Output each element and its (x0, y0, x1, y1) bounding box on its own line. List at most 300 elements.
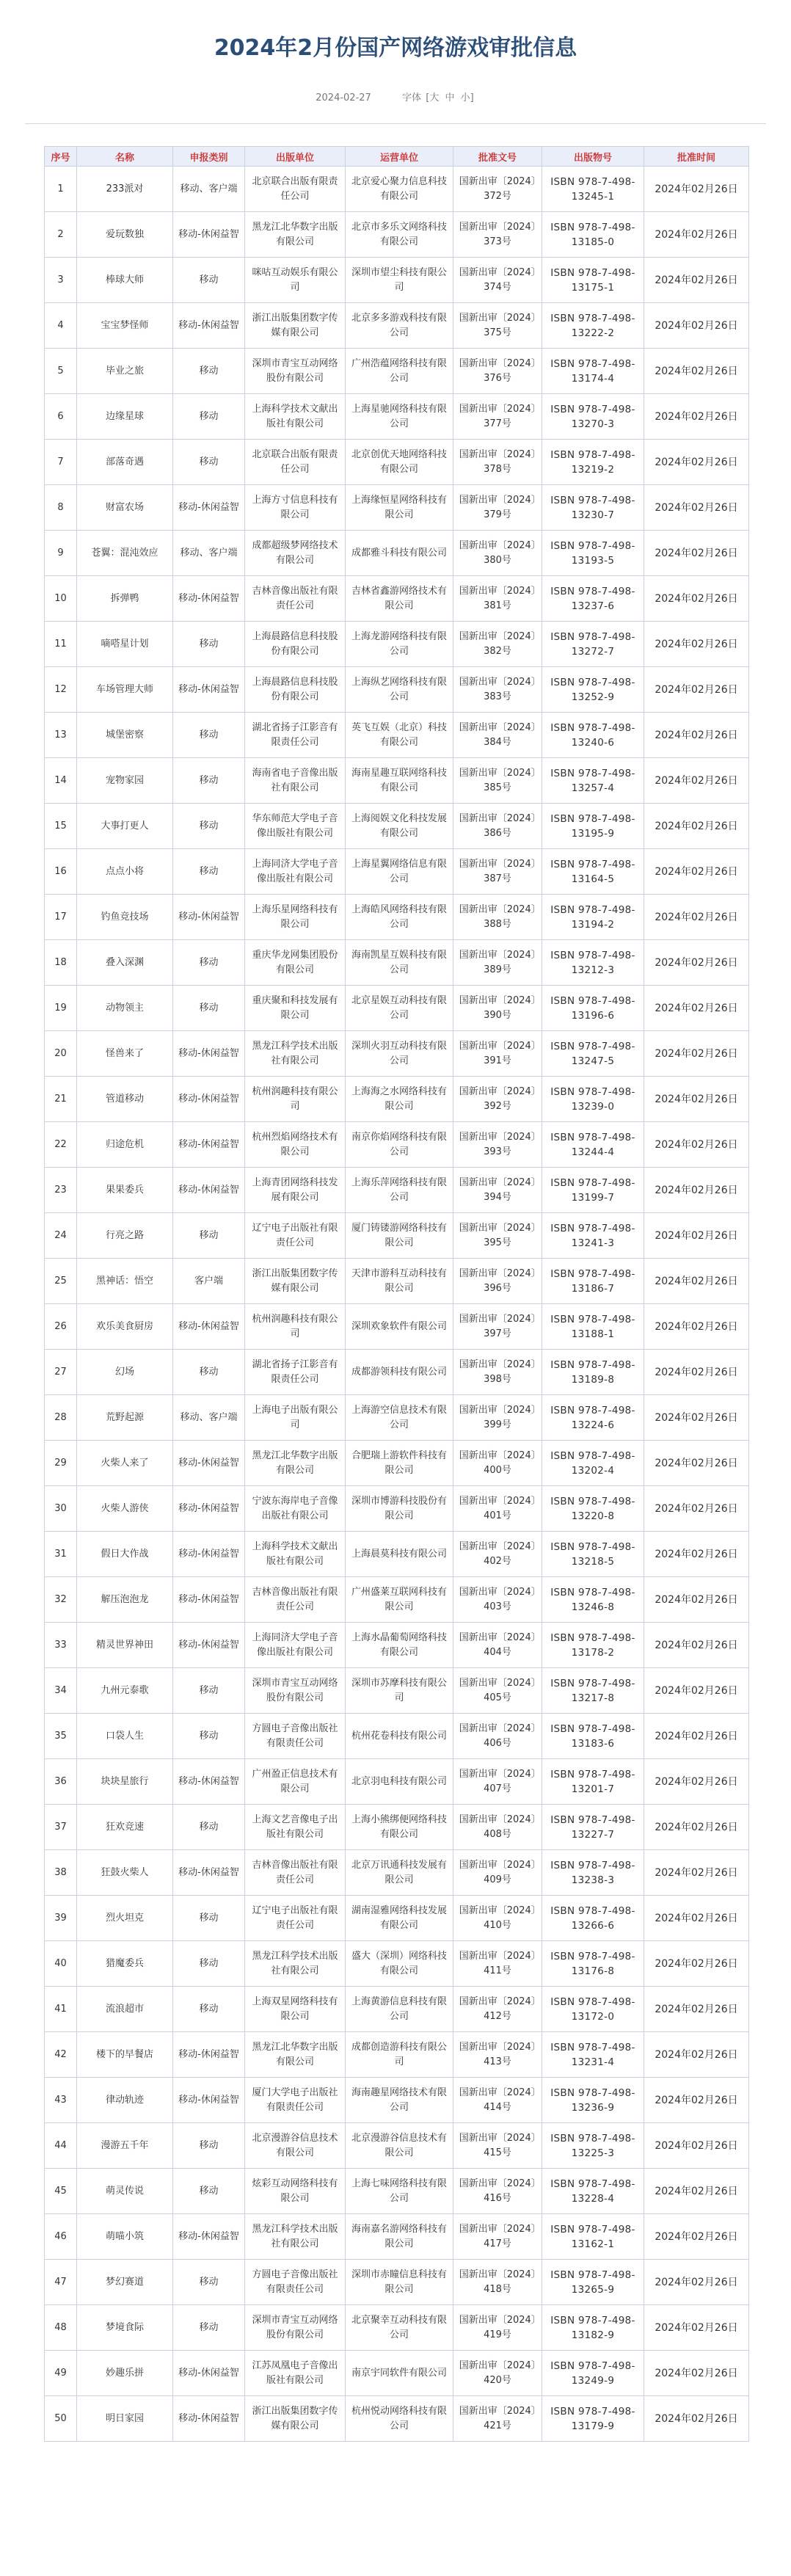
cell-approval-no: 国新出审〔2024〕373号 (453, 212, 542, 258)
cell-index: 19 (45, 986, 77, 1031)
cell-approval-date: 2024年02月26日 (644, 394, 749, 440)
cell-isbn: ISBN 978-7-498-13162-1 (542, 2214, 644, 2260)
cell-approval-no: 国新出审〔2024〕372号 (453, 167, 542, 212)
cell-category: 移动 (173, 1805, 245, 1850)
cell-operator: 上海纵艺网络科技有限公司 (346, 667, 453, 713)
cell-index: 50 (45, 2396, 77, 2442)
cell-approval-no: 国新出审〔2024〕406号 (453, 1714, 542, 1759)
table-row (45, 1395, 749, 1441)
cell-index: 29 (45, 1441, 77, 1486)
header-approval-no: 批准文号 (453, 147, 542, 167)
cell-index: 1 (45, 167, 77, 212)
cell-operator: 北京漫游谷信息技术有限公司 (346, 2123, 453, 2169)
cell-isbn: ISBN 978-7-498-13193-5 (542, 531, 644, 576)
cell-isbn: ISBN 978-7-498-13237-6 (542, 576, 644, 622)
cell-publisher: 吉林音像出版社有限责任公司 (245, 1850, 346, 1896)
table-row (45, 258, 749, 303)
cell-operator: 深圳市博游科技股份有限公司 (346, 1486, 453, 1532)
cell-approval-no: 国新出审〔2024〕396号 (453, 1259, 542, 1304)
cell-category: 移动 (173, 1668, 245, 1714)
cell-approval-date: 2024年02月26日 (644, 2260, 749, 2305)
cell-index: 23 (45, 1168, 77, 1213)
cell-category: 移动 (173, 2305, 245, 2351)
cell-publisher: 上海青团网络科技发展有限公司 (245, 1168, 346, 1213)
cell-approval-date: 2024年02月26日 (644, 1031, 749, 1077)
cell-index: 22 (45, 1122, 77, 1168)
cell-category: 客户端 (173, 1259, 245, 1304)
cell-approval-date: 2024年02月26日 (644, 667, 749, 713)
cell-index: 37 (45, 1805, 77, 1850)
cell-publisher: 深圳市青宝互动网络股份有限公司 (245, 2305, 346, 2351)
cell-approval-no: 国新出审〔2024〕401号 (453, 1486, 542, 1532)
cell-approval-no: 国新出审〔2024〕383号 (453, 667, 542, 713)
table-row (45, 1168, 749, 1213)
table-row (45, 804, 749, 849)
cell-publisher: 黑龙江北华数字出版有限公司 (245, 2032, 346, 2078)
cell-operator: 吉林省鑫游网络技术有限公司 (346, 576, 453, 622)
cell-category: 移动-休闲益智 (173, 2396, 245, 2442)
cell-name: 部落奇遇 (77, 440, 173, 485)
table-row (45, 1987, 749, 2032)
table-row (45, 2123, 749, 2169)
cell-approval-date: 2024年02月26日 (644, 485, 749, 531)
cell-publisher: 辽宁电子出版社有限责任公司 (245, 1213, 346, 1259)
cell-operator: 盛大（深圳）网络科技有限公司 (346, 1941, 453, 1987)
cell-approval-no: 国新出审〔2024〕379号 (453, 485, 542, 531)
cell-isbn: ISBN 978-7-498-13252-9 (542, 667, 644, 713)
cell-approval-date: 2024年02月26日 (644, 2351, 749, 2396)
cell-publisher: 吉林音像出版社有限责任公司 (245, 576, 346, 622)
cell-index: 8 (45, 485, 77, 531)
cell-isbn: ISBN 978-7-498-13176-8 (542, 1941, 644, 1987)
table-row (45, 349, 749, 394)
cell-operator: 上海乐萍网络科技有限公司 (346, 1168, 453, 1213)
cell-name: 黑神话：悟空 (77, 1259, 173, 1304)
cell-operator: 湖南湿雅网络科技发展有限公司 (346, 1896, 453, 1941)
cell-index: 30 (45, 1486, 77, 1532)
table-row (45, 1441, 749, 1486)
cell-index: 18 (45, 940, 77, 986)
cell-approval-date: 2024年02月26日 (644, 2214, 749, 2260)
cell-approval-no: 国新出审〔2024〕420号 (453, 2351, 542, 2396)
cell-approval-no: 国新出审〔2024〕389号 (453, 940, 542, 986)
table-row (45, 212, 749, 258)
cell-approval-date: 2024年02月26日 (644, 167, 749, 212)
header-category: 申报类别 (173, 147, 245, 167)
cell-category: 移动-休闲益智 (173, 2351, 245, 2396)
cell-isbn: ISBN 978-7-498-13219-2 (542, 440, 644, 485)
cell-approval-date: 2024年02月26日 (644, 622, 749, 667)
cell-category: 移动-休闲益智 (173, 1077, 245, 1122)
cell-name: 叠入深渊 (77, 940, 173, 986)
cell-isbn: ISBN 978-7-498-13189-8 (542, 1350, 644, 1395)
cell-approval-date: 2024年02月26日 (644, 1259, 749, 1304)
cell-operator: 南京你焰网络科技有限公司 (346, 1122, 453, 1168)
cell-name: 九州元泰歌 (77, 1668, 173, 1714)
table-row (45, 1213, 749, 1259)
cell-approval-date: 2024年02月26日 (644, 440, 749, 485)
cell-isbn: ISBN 978-7-498-13186-7 (542, 1259, 644, 1304)
table-row (45, 1532, 749, 1577)
cell-name: 宝宝梦怪师 (77, 303, 173, 349)
cell-category: 移动-休闲益智 (173, 576, 245, 622)
cell-approval-date: 2024年02月26日 (644, 1350, 749, 1395)
cell-index: 39 (45, 1896, 77, 1941)
cell-name: 果果委兵 (77, 1168, 173, 1213)
header-operator: 运营单位 (346, 147, 453, 167)
cell-approval-no: 国新出审〔2024〕409号 (453, 1850, 542, 1896)
table-row (45, 1668, 749, 1714)
cell-publisher: 上海同济大学电子音像出版社有限公司 (245, 849, 346, 895)
cell-approval-date: 2024年02月26日 (644, 1395, 749, 1441)
table-row (45, 2078, 749, 2123)
cell-category: 移动 (173, 849, 245, 895)
cell-approval-date: 2024年02月26日 (644, 576, 749, 622)
cell-isbn: ISBN 978-7-498-13241-3 (542, 1213, 644, 1259)
cell-approval-date: 2024年02月26日 (644, 531, 749, 576)
table-row (45, 2260, 749, 2305)
cell-operator: 海南凯星互娱科技有限公司 (346, 940, 453, 986)
cell-operator: 深圳欢象软件有限公司 (346, 1304, 453, 1350)
cell-index: 35 (45, 1714, 77, 1759)
cell-category: 移动 (173, 713, 245, 758)
cell-index: 41 (45, 1987, 77, 2032)
cell-approval-date: 2024年02月26日 (644, 1213, 749, 1259)
cell-publisher: 黑龙江北华数字出版有限公司 (245, 1441, 346, 1486)
cell-isbn: ISBN 978-7-498-13201-7 (542, 1759, 644, 1805)
table-row (45, 440, 749, 485)
cell-category: 移动-休闲益智 (173, 2032, 245, 2078)
cell-approval-no: 国新出审〔2024〕395号 (453, 1213, 542, 1259)
cell-isbn: ISBN 978-7-498-13230-7 (542, 485, 644, 531)
cell-operator: 成都创造游科技有限公司 (346, 2032, 453, 2078)
cell-operator: 北京万讯通科技发展有限公司 (346, 1850, 453, 1896)
cell-publisher: 方圆电子音像出版社有限责任公司 (245, 2260, 346, 2305)
cell-operator: 深圳市赤瞳信息科技有限公司 (346, 2260, 453, 2305)
cell-isbn: ISBN 978-7-498-13222-2 (542, 303, 644, 349)
cell-category: 移动-休闲益智 (173, 1532, 245, 1577)
cell-category: 移动 (173, 2123, 245, 2169)
cell-operator: 上海龙游网络科技有限公司 (346, 622, 453, 667)
cell-category: 移动-休闲益智 (173, 2078, 245, 2123)
cell-operator: 深圳市苏摩科技有限公司 (346, 1668, 453, 1714)
cell-approval-date: 2024年02月26日 (644, 2396, 749, 2442)
cell-isbn: ISBN 978-7-498-13164-5 (542, 849, 644, 895)
cell-approval-date: 2024年02月26日 (644, 2169, 749, 2214)
cell-approval-date: 2024年02月26日 (644, 258, 749, 303)
cell-publisher: 海南省电子音像出版社有限公司 (245, 758, 346, 804)
cell-approval-no: 国新出审〔2024〕404号 (453, 1623, 542, 1668)
table-row (45, 2214, 749, 2260)
cell-category: 移动 (173, 1213, 245, 1259)
cell-isbn: ISBN 978-7-498-13244-4 (542, 1122, 644, 1168)
table-row (45, 1623, 749, 1668)
cell-category: 移动-休闲益智 (173, 1122, 245, 1168)
cell-name: 明日家园 (77, 2396, 173, 2442)
cell-index: 44 (45, 2123, 77, 2169)
cell-index: 15 (45, 804, 77, 849)
header-publisher: 出版单位 (245, 147, 346, 167)
cell-approval-date: 2024年02月26日 (644, 1441, 749, 1486)
cell-name: 边缘星球 (77, 394, 173, 440)
cell-publisher: 北京联合出版有限责任公司 (245, 167, 346, 212)
cell-approval-no: 国新出审〔2024〕416号 (453, 2169, 542, 2214)
cell-publisher: 江苏凤凰电子音像出版社有限公司 (245, 2351, 346, 2396)
cell-publisher: 湖北省扬子江影音有限责任公司 (245, 1350, 346, 1395)
cell-publisher: 湖北省扬子江影音有限责任公司 (245, 713, 346, 758)
cell-approval-no: 国新出审〔2024〕399号 (453, 1395, 542, 1441)
cell-approval-no: 国新出审〔2024〕415号 (453, 2123, 542, 2169)
table-row (45, 1304, 749, 1350)
cell-approval-date: 2024年02月26日 (644, 2123, 749, 2169)
font-size-medium-button[interactable]: 中 (445, 92, 455, 103)
cell-operator: 北京爱心聚力信息科技有限公司 (346, 167, 453, 212)
cell-isbn: ISBN 978-7-498-13246-8 (542, 1577, 644, 1623)
cell-operator: 杭州悦动网络科技有限公司 (346, 2396, 453, 2442)
cell-isbn: ISBN 978-7-498-13265-9 (542, 2260, 644, 2305)
cell-approval-date: 2024年02月26日 (644, 349, 749, 394)
cell-category: 移动 (173, 2169, 245, 2214)
table-row (45, 1896, 749, 1941)
cell-index: 14 (45, 758, 77, 804)
table-row (45, 531, 749, 576)
cell-index: 6 (45, 394, 77, 440)
cell-isbn: ISBN 978-7-498-13247-5 (542, 1031, 644, 1077)
cell-index: 34 (45, 1668, 77, 1714)
cell-operator: 合肥瑞上游软件科技有限公司 (346, 1441, 453, 1486)
cell-approval-date: 2024年02月26日 (644, 1577, 749, 1623)
cell-approval-no: 国新出审〔2024〕414号 (453, 2078, 542, 2123)
table-row (45, 895, 749, 940)
table-row (45, 2351, 749, 2396)
cell-approval-date: 2024年02月26日 (644, 1850, 749, 1896)
cell-name: 拆弹鸭 (77, 576, 173, 622)
cell-name: 怪兽来了 (77, 1031, 173, 1077)
cell-isbn: ISBN 978-7-498-13239-0 (542, 1077, 644, 1122)
cell-isbn: ISBN 978-7-498-13249-9 (542, 2351, 644, 2396)
cell-publisher: 上海科学技术文献出版社有限公司 (245, 1532, 346, 1577)
cell-category: 移动-休闲益智 (173, 2214, 245, 2260)
table-body (45, 167, 749, 2442)
cell-isbn: ISBN 978-7-498-13178-2 (542, 1623, 644, 1668)
font-size-label: 字体 (402, 92, 422, 103)
cell-name: 块块星旅行 (77, 1759, 173, 1805)
header-index: 序号 (45, 147, 77, 167)
cell-name: 狂欢竞速 (77, 1805, 173, 1850)
header-name: 名称 (77, 147, 173, 167)
cell-isbn: ISBN 978-7-498-13212-3 (542, 940, 644, 986)
cell-publisher: 厦门大学电子出版社有限责任公司 (245, 2078, 346, 2123)
cell-operator: 上海小熊绑便网络科技有限公司 (346, 1805, 453, 1850)
cell-name: 烈火坦克 (77, 1896, 173, 1941)
font-size-small-button[interactable]: 小] (460, 92, 474, 103)
cell-approval-date: 2024年02月26日 (644, 1987, 749, 2032)
cell-approval-date: 2024年02月26日 (644, 1896, 749, 1941)
cell-name: 萌灵传说 (77, 2169, 173, 2214)
cell-name: 棒球大师 (77, 258, 173, 303)
cell-name: 流浪超市 (77, 1987, 173, 2032)
cell-operator: 上海阅娱文化科技发展有限公司 (346, 804, 453, 849)
cell-approval-date: 2024年02月26日 (644, 1168, 749, 1213)
cell-approval-date: 2024年02月26日 (644, 2032, 749, 2078)
cell-category: 移动 (173, 440, 245, 485)
cell-isbn: ISBN 978-7-498-13174-4 (542, 349, 644, 394)
page-title: 2024年2月份国产网络游戏审批信息 (214, 35, 577, 61)
cell-category: 移动 (173, 1350, 245, 1395)
table-row (45, 1122, 749, 1168)
cell-index: 40 (45, 1941, 77, 1987)
cell-name: 妙趣乐拼 (77, 2351, 173, 2396)
table-row (45, 667, 749, 713)
cell-operator: 海南星趣互联网络科技有限公司 (346, 758, 453, 804)
cell-operator: 上海海之水网络科技有限公司 (346, 1077, 453, 1122)
cell-category: 移动 (173, 1987, 245, 2032)
table-row (45, 485, 749, 531)
cell-name: 归途危机 (77, 1122, 173, 1168)
cell-category: 移动-休闲益智 (173, 485, 245, 531)
cell-index: 21 (45, 1077, 77, 1122)
cell-publisher: 炫彩互动网络科技有限公司 (245, 2169, 346, 2214)
table-row (45, 2169, 749, 2214)
cell-publisher: 浙江出版集团数字传媒有限公司 (245, 2396, 346, 2442)
cell-category: 移动 (173, 986, 245, 1031)
table-header-row (45, 147, 749, 167)
cell-approval-date: 2024年02月26日 (644, 1304, 749, 1350)
cell-isbn: ISBN 978-7-498-13245-1 (542, 167, 644, 212)
cell-publisher: 上海乐星网络科技有限公司 (245, 895, 346, 940)
cell-index: 33 (45, 1623, 77, 1668)
cell-operator: 南京宇同软件有限公司 (346, 2351, 453, 2396)
cell-publisher: 浙江出版集团数字传媒有限公司 (245, 303, 346, 349)
cell-isbn: ISBN 978-7-498-13172-0 (542, 1987, 644, 2032)
cell-approval-no: 国新出审〔2024〕397号 (453, 1304, 542, 1350)
cell-publisher: 杭州润趣科技有限公司 (245, 1077, 346, 1122)
cell-approval-no: 国新出审〔2024〕381号 (453, 576, 542, 622)
cell-name: 梦幻赛道 (77, 2260, 173, 2305)
header-approval-date: 批准时间 (644, 147, 749, 167)
cell-publisher: 上海双星网络科技有限公司 (245, 1987, 346, 2032)
cell-publisher: 深圳市青宝互动网络股份有限公司 (245, 349, 346, 394)
cell-category: 移动 (173, 1941, 245, 1987)
cell-approval-no: 国新出审〔2024〕393号 (453, 1122, 542, 1168)
cell-publisher: 上海同济大学电子音像出版社有限公司 (245, 1623, 346, 1668)
cell-index: 9 (45, 531, 77, 576)
table-row (45, 1850, 749, 1896)
cell-isbn: ISBN 978-7-498-13236-9 (542, 2078, 644, 2123)
cell-name: 楼下的早餐店 (77, 2032, 173, 2078)
cell-approval-no: 国新出审〔2024〕388号 (453, 895, 542, 940)
cell-approval-date: 2024年02月26日 (644, 849, 749, 895)
cell-approval-date: 2024年02月26日 (644, 895, 749, 940)
cell-index: 32 (45, 1577, 77, 1623)
cell-approval-no: 国新出审〔2024〕405号 (453, 1668, 542, 1714)
table-row (45, 1350, 749, 1395)
cell-isbn: ISBN 978-7-498-13238-3 (542, 1850, 644, 1896)
cell-operator: 上海水晶葡萄网络科技有限公司 (346, 1623, 453, 1668)
cell-isbn: ISBN 978-7-498-13188-1 (542, 1304, 644, 1350)
cell-approval-no: 国新出审〔2024〕387号 (453, 849, 542, 895)
cell-publisher: 成都超级梦网络技术有限公司 (245, 531, 346, 576)
cell-operator: 上海黄游信息科技有限公司 (346, 1987, 453, 2032)
cell-isbn: ISBN 978-7-498-13183-6 (542, 1714, 644, 1759)
cell-index: 49 (45, 2351, 77, 2396)
cell-approval-date: 2024年02月26日 (644, 1759, 749, 1805)
cell-operator: 北京聚幸互动科技有限公司 (346, 2305, 453, 2351)
table-row (45, 1941, 749, 1987)
table-row (45, 1577, 749, 1623)
cell-approval-date: 2024年02月26日 (644, 1668, 749, 1714)
cell-approval-no: 国新出审〔2024〕408号 (453, 1805, 542, 1850)
cell-publisher: 北京漫游谷信息技术有限公司 (245, 2123, 346, 2169)
cell-category: 移动-休闲益智 (173, 1577, 245, 1623)
cell-name: 解压泡泡龙 (77, 1577, 173, 1623)
table-row (45, 1031, 749, 1077)
cell-approval-date: 2024年02月26日 (644, 2078, 749, 2123)
cell-approval-no: 国新出审〔2024〕375号 (453, 303, 542, 349)
cell-approval-no: 国新出审〔2024〕402号 (453, 1532, 542, 1577)
cell-index: 5 (45, 349, 77, 394)
cell-index: 12 (45, 667, 77, 713)
cell-approval-date: 2024年02月26日 (644, 303, 749, 349)
cell-publisher: 黑龙江科学技术出版社有限公司 (245, 2214, 346, 2260)
cell-publisher: 杭州润趣科技有限公司 (245, 1304, 346, 1350)
cell-approval-no: 国新出审〔2024〕386号 (453, 804, 542, 849)
cell-category: 移动-休闲益智 (173, 895, 245, 940)
cell-operator: 北京创优天地网络科技有限公司 (346, 440, 453, 485)
cell-name: 梦境食际 (77, 2305, 173, 2351)
cell-operator: 上海晨莫科技有限公司 (346, 1532, 453, 1577)
cell-operator: 英飞互娱（北京）科技有限公司 (346, 713, 453, 758)
cell-isbn: ISBN 978-7-498-13224-6 (542, 1395, 644, 1441)
publish-date: 2024-02-27 (316, 92, 371, 103)
cell-approval-no: 国新出审〔2024〕378号 (453, 440, 542, 485)
cell-index: 20 (45, 1031, 77, 1077)
cell-category: 移动-休闲益智 (173, 1486, 245, 1532)
cell-approval-date: 2024年02月26日 (644, 1714, 749, 1759)
table-row (45, 758, 749, 804)
cell-name: 动物领主 (77, 986, 173, 1031)
cell-category: 移动 (173, 258, 245, 303)
cell-publisher: 重庆华龙网集团股份有限公司 (245, 940, 346, 986)
cell-publisher: 方圆电子音像出版社有限责任公司 (245, 1714, 346, 1759)
cell-name: 管道移动 (77, 1077, 173, 1122)
cell-name: 嘀嗒星计划 (77, 622, 173, 667)
cell-category: 移动-休闲益智 (173, 1168, 245, 1213)
cell-isbn: ISBN 978-7-498-13194-2 (542, 895, 644, 940)
font-size-large-button[interactable]: [大 (426, 92, 440, 103)
cell-approval-no: 国新出审〔2024〕385号 (453, 758, 542, 804)
cell-publisher: 上海晨路信息科技股份有限公司 (245, 622, 346, 667)
cell-operator: 广州盛莱互联网科技有限公司 (346, 1577, 453, 1623)
cell-isbn: ISBN 978-7-498-13182-9 (542, 2305, 644, 2351)
cell-approval-date: 2024年02月26日 (644, 1623, 749, 1668)
cell-publisher: 华东师范大学电子音像出版社有限公司 (245, 804, 346, 849)
cell-operator: 上海星驰网络科技有限公司 (346, 394, 453, 440)
cell-category: 移动-休闲益智 (173, 212, 245, 258)
cell-approval-no: 国新出审〔2024〕407号 (453, 1759, 542, 1805)
cell-approval-no: 国新出审〔2024〕403号 (453, 1577, 542, 1623)
cell-approval-no: 国新出审〔2024〕417号 (453, 2214, 542, 2260)
cell-operator: 北京羽电科技有限公司 (346, 1759, 453, 1805)
cell-publisher: 黑龙江北华数字出版有限公司 (245, 212, 346, 258)
cell-publisher: 上海文艺音像电子出版社有限公司 (245, 1805, 346, 1850)
cell-category: 移动 (173, 394, 245, 440)
cell-approval-date: 2024年02月26日 (644, 212, 749, 258)
cell-index: 7 (45, 440, 77, 485)
cell-publisher: 上海晨路信息科技股份有限公司 (245, 667, 346, 713)
cell-isbn: ISBN 978-7-498-13270-3 (542, 394, 644, 440)
cell-operator: 广州浩蕴网络科技有限公司 (346, 349, 453, 394)
